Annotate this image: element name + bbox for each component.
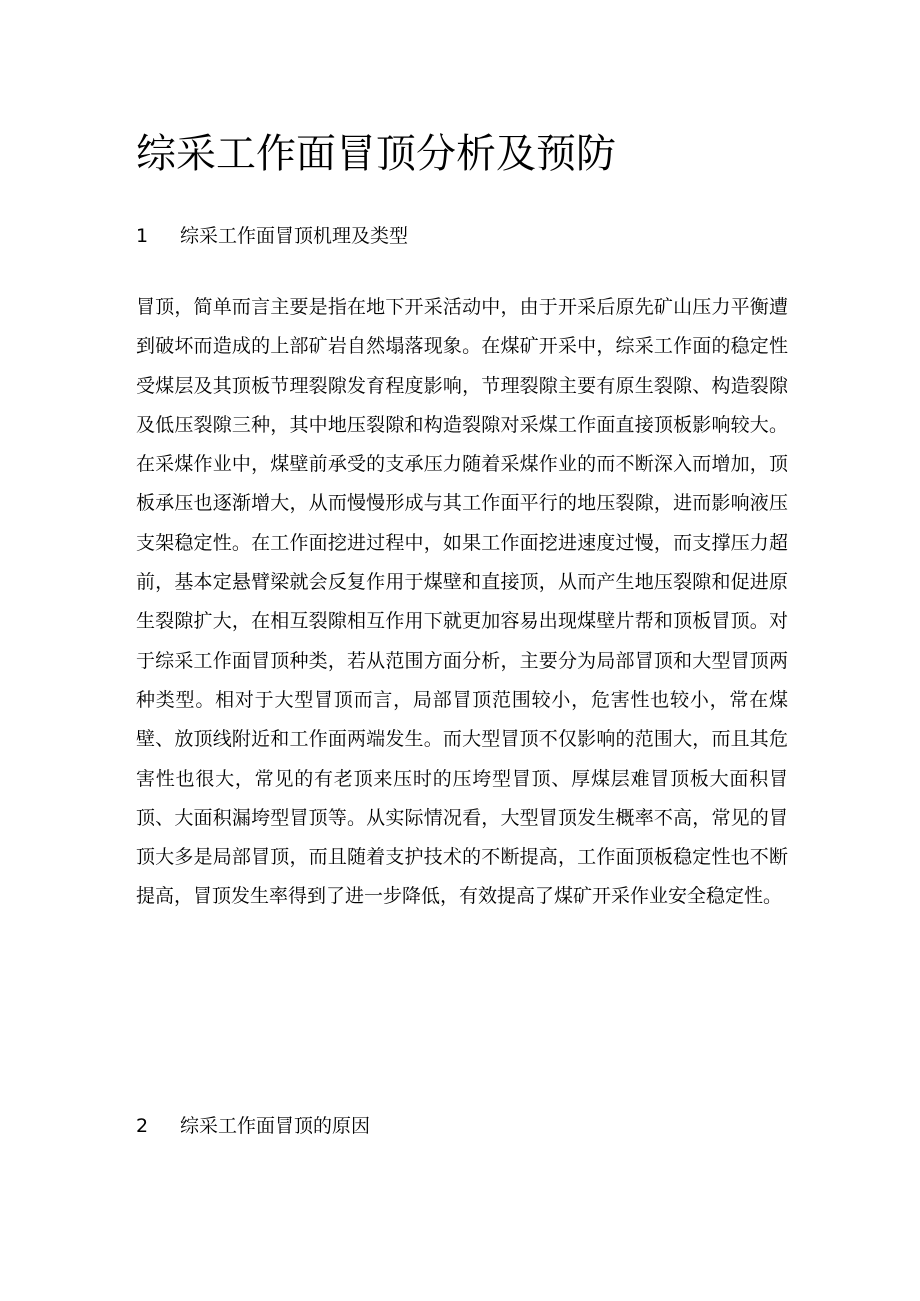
section-heading-text: 综采工作面冒顶机理及类型 bbox=[180, 225, 409, 247]
section-heading-text: 综采工作面冒顶的原因 bbox=[180, 1115, 371, 1137]
section-heading-2 bbox=[136, 1112, 370, 1140]
section-number: 2 bbox=[136, 1115, 149, 1137]
document-title: 综采工作面冒顶分析及预防 bbox=[136, 131, 616, 177]
body-paragraph: 冒顶，简单而言主要是指在地下开采活动中，由于开采后原先矿山压力平衡遭到破坏而造成的上部矿岩自然塌落现象。在煤矿开采中，综采工作面的稳定性受煤层及其顶板节理裂隙发育程度影响，节理裂隙主要有原生裂隙、构造裂隙及低压裂隙三种，其中地压裂隙和构造裂隙对采煤工作面直接顶板影响较大。在采煤作业中，煤壁前承受的支承压力随着采煤作业的而不断深入而增加，顶板承压也逐渐增大，从而慢慢形成与其工作面平行的地压裂隙，进而影响液压支架稳定性。在工作面挖进过程中，如果工作面挖进速度过慢，而支撑压力超前，基本定悬臂梁就会反复作用于煤壁和直接顶，从而产生地压裂隙和促进原生裂隙扩大，在相互裂隙相互作用下就更加容易出现煤壁片帮和顶板冒顶。对于综采工作面冒顶种类，若从范围方面分析，主要分为局部冒顶和大型冒顶两种类型。相对于大型冒顶而言，局部冒顶范围较小，危害性也较小，常在煤壁、放顶线附近和工作面两端发生。而大型冒顶不仅影响的范围大，而且其危害性也很大，常见的有老顶来压时的压垮型冒顶、厚煤层难冒顶板大面积冒顶、大面积漏垮型冒顶等。从实际情况看，大型冒顶发生概率不高，常见的冒顶大多是局部冒顶，而且随着支护技术的不断提高，工作面顶板稳定性也不断提高，冒顶发生率得到了进一步降低，有效提高了煤矿开采作业安全稳定性。 bbox=[136, 296, 788, 908]
section-heading-1 bbox=[136, 222, 408, 250]
section-number: 1 bbox=[136, 225, 149, 247]
